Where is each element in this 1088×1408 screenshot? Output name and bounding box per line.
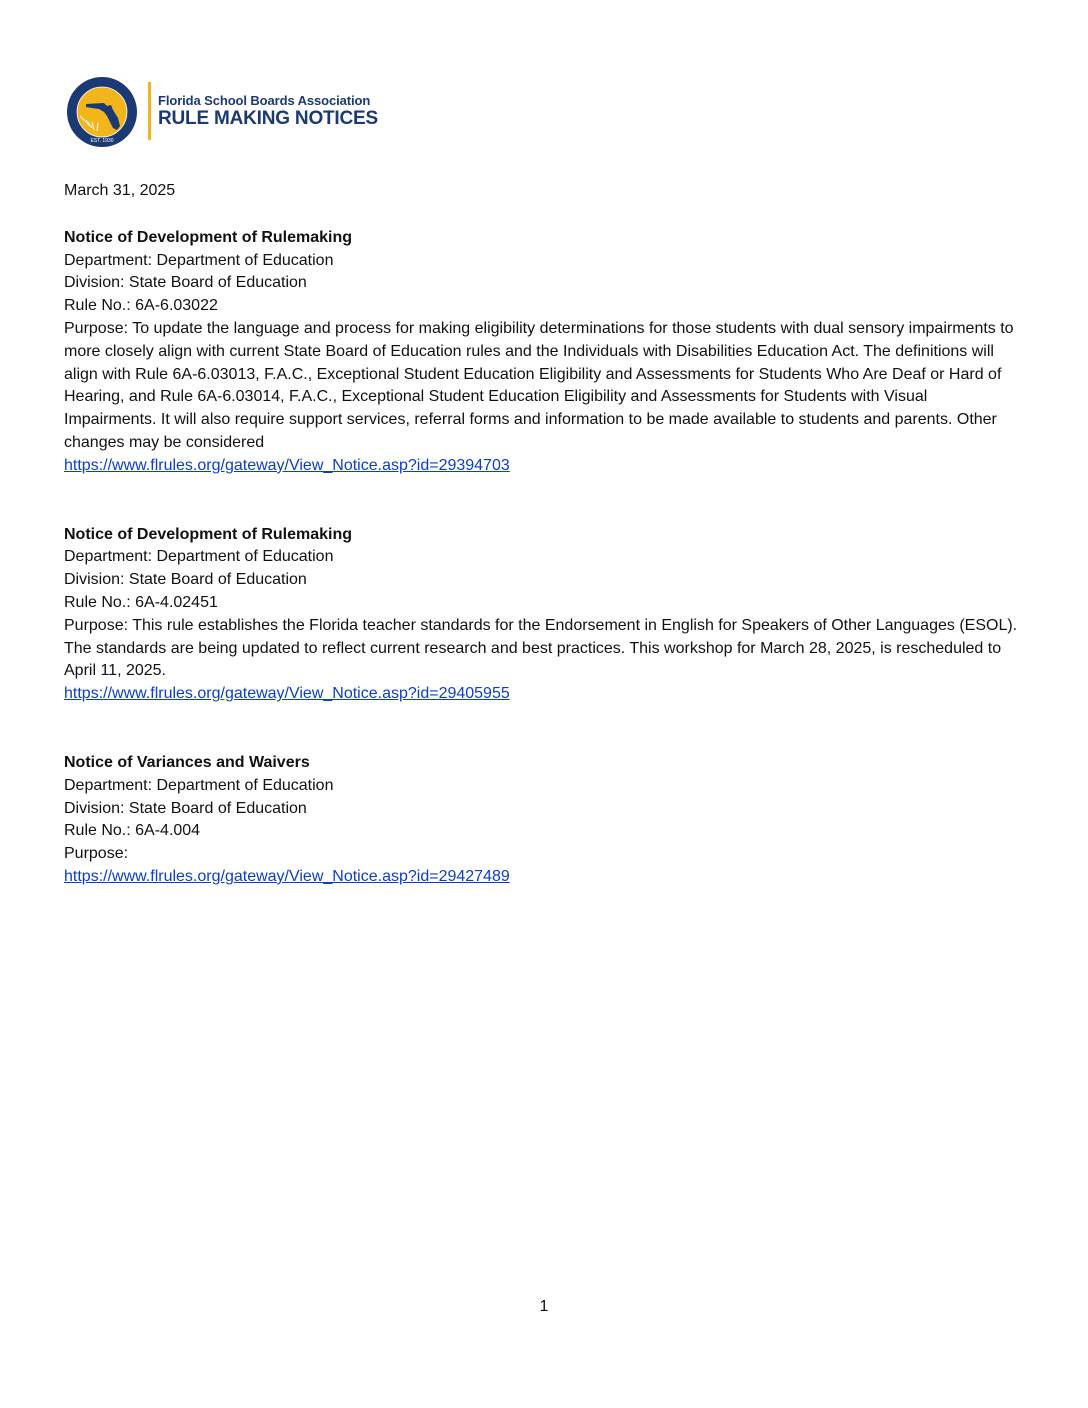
notice-link[interactable]: https://www.flrules.org/gateway/View_Notice.asp?id=29405955: [64, 685, 510, 703]
notice-1: [64, 227, 1024, 478]
notice-department: Department: Department of Education: [64, 776, 334, 794]
org-subtitle: RULE MAKING NOTICES: [158, 108, 378, 129]
notice-2: [64, 524, 1024, 706]
fsba-seal-icon: [66, 76, 138, 148]
notice-title: Notice of Variances and Waivers: [64, 753, 310, 771]
document-date: March 31, 2025: [64, 182, 176, 199]
notice-purpose: Purpose: To update the language and process for making eligibility determinations for those students with dual sensory impairments to more closely align with current State Board of Education rules and the Individuals with Disabilities Education Act. The definitions will align with Rule 6A-6.03013, F.A.C., Exceptional Student Education Eligibility and Assessments for Students Who Are Deaf or Hard of Hearing, and Rule 6A-6.03014, F.A.C., Exceptional Student Education Eligibility and Assessments for Students with Visual Impairments. It will also require support services, referral forms and information to be made available to students and parents. Other changes may be considered: [64, 319, 1014, 451]
notice-rule-number: Rule No.: 6A-4.02451: [64, 593, 218, 611]
notice-title: Notice of Development of Rulemaking: [64, 525, 353, 543]
notice-purpose: Purpose:: [64, 845, 129, 863]
notice-purpose: Purpose: This rule establishes the Florida teacher standards for the Endorsement in English for Speakers of Other Languages (ESOL). The standards are being updated to reflect current research and best practices. This workshop for March 28, 2025, is rescheduled to April 11, 2025.: [64, 616, 1018, 680]
page-number: 1: [539, 1298, 549, 1315]
seal-est-text: EST. 1930: [90, 138, 114, 144]
notice-title: Notice of Development of Rulemaking: [64, 228, 353, 246]
notice-3: [64, 752, 1024, 889]
notice-link[interactable]: https://www.flrules.org/gateway/View_Notice.asp?id=29394703: [64, 456, 510, 474]
document-body: [64, 180, 1024, 889]
notice-link[interactable]: https://www.flrules.org/gateway/View_Notice.asp?id=29427489: [64, 867, 510, 885]
notice-division: Division: State Board of Education: [64, 799, 307, 817]
notice-rule-number: Rule No.: 6A-4.004: [64, 822, 201, 840]
header-logo: [66, 76, 396, 148]
notice-rule-number: Rule No.: 6A-6.03022: [64, 297, 218, 315]
logo-divider: [148, 82, 151, 140]
org-name: Florida School Boards Association: [158, 93, 371, 108]
notice-department: Department: Department of Education: [64, 548, 334, 566]
notice-department: Department: Department of Education: [64, 251, 334, 269]
notice-division: Division: State Board of Education: [64, 274, 307, 292]
notice-division: Division: State Board of Education: [64, 571, 307, 589]
